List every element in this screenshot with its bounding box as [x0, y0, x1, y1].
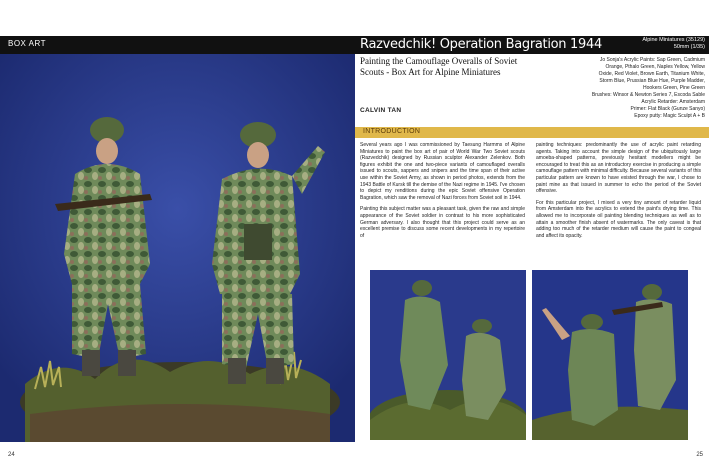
text-column-1 [360, 142, 525, 244]
introduction-bar [355, 127, 709, 138]
figures-rear-view-illustration [532, 270, 688, 440]
materials-line: Acrylic Retarder: Amsterdam [641, 99, 705, 105]
author-name: CALVIN TAN [360, 107, 402, 114]
figures-top-view-illustration [370, 270, 526, 440]
materials-line: Primer: Flat Black (Gunze Sanyo) [630, 106, 705, 112]
paragraph: painting techniques: predominantly the use of acrylic paint retarding agents. Taking into account the simple design of the ubiquitously large amoeba-shaped patterns, previously hesitant modellers might be encouraged to treat this as an introductory exercise in producing a simple camouflage pattern with minimal difficulty. Because several variants of this particular pattern are known to have existed through the war, I chose to paint mine as that issued in summer to echo the period of the Soviet offensive. [536, 142, 701, 195]
materials-line: Storm Blue, Prussian Blue Hue, Purple Madder, [599, 78, 705, 84]
paragraph: Several years ago I was commissioned by Taesung Harmms of Alpine Miniatures to paint the box art of pair of World War Two Soviet scouts (Razvedchik) designed by Russian sculptor Alexander Zelenkov. Both figures exhibit the one and two-piece variants of camouflaged overalls issued to scouts, sappers and snipers and the time span of their active use within the Soviet Army, as shown in period photos, extends from the 1943 Battle of Kursk till the demise of the Nazi regime in 1945. I've chosen to depict my renditions during the epic Soviet offensive Operation Bagration, which saw the removal of Nazi forces from Soviet soil in 1944. [360, 142, 525, 201]
figures-photo-top-view [370, 270, 526, 440]
section-label: BOX ART [8, 39, 47, 48]
materials-line: Hookers Green, Pine Green [643, 85, 705, 91]
article-subtitle: Painting the Camouflage Overalls of Soviet Scouts - Box Art for Alpine Miniatures [360, 56, 518, 77]
materials-line: Epoxy putty: Magic Sculpt A + B [634, 113, 705, 119]
page-number: 25 [696, 452, 703, 458]
publisher-info [642, 37, 705, 51]
materials-line: Jo Sonja's Acrylic Paints: Sap Green, Cadmium [599, 57, 705, 63]
title-bar [355, 36, 709, 54]
article-title: Razvedchik! Operation Bagration 1944 [360, 37, 602, 52]
materials-line: Orange, Pthalo Green, Naples Yellow, Yellow [605, 64, 705, 70]
figures-photo-rear-view [532, 270, 688, 440]
materials-line: Oxide, Red Violet, Brown Earth, Titanium White, [598, 71, 705, 77]
materials-list [533, 57, 705, 120]
publisher-line: Alpine Miniatures (35129) [642, 37, 705, 43]
box-art-illustration [0, 54, 355, 442]
box-art-photo [0, 54, 355, 442]
paragraph: For this particular project, I mixed a very tiny amount of retarder liquid from Amsterdam into the acrylics to extend the paint's drying time. This allowed me to incorporate oil painting blending techniques as well as to attain a smoother finish absent of watermarks. The only caveat is that adding too much of the retarder medium will cause the paint to congeal and affect its opacity. [536, 199, 701, 239]
right-page [355, 0, 709, 472]
scale-line: 50mm (1/35) [673, 44, 705, 50]
paragraph: Painting this subject matter was a pleasant task, given the raw and simple appearance of the Soviet soldier in contrast to his more sophisticated German adversary. I also thought that this project could serve as an excellent premise to discuss some recent developments in my repertoire of [360, 206, 525, 239]
page-number: 24 [8, 452, 15, 458]
introduction-heading: INTRODUCTION [363, 128, 421, 135]
materials-line: Brushes: Winsor & Newton Series 7, Escoda Sable [591, 92, 705, 98]
text-column-2 [536, 142, 701, 244]
section-header [0, 36, 355, 54]
